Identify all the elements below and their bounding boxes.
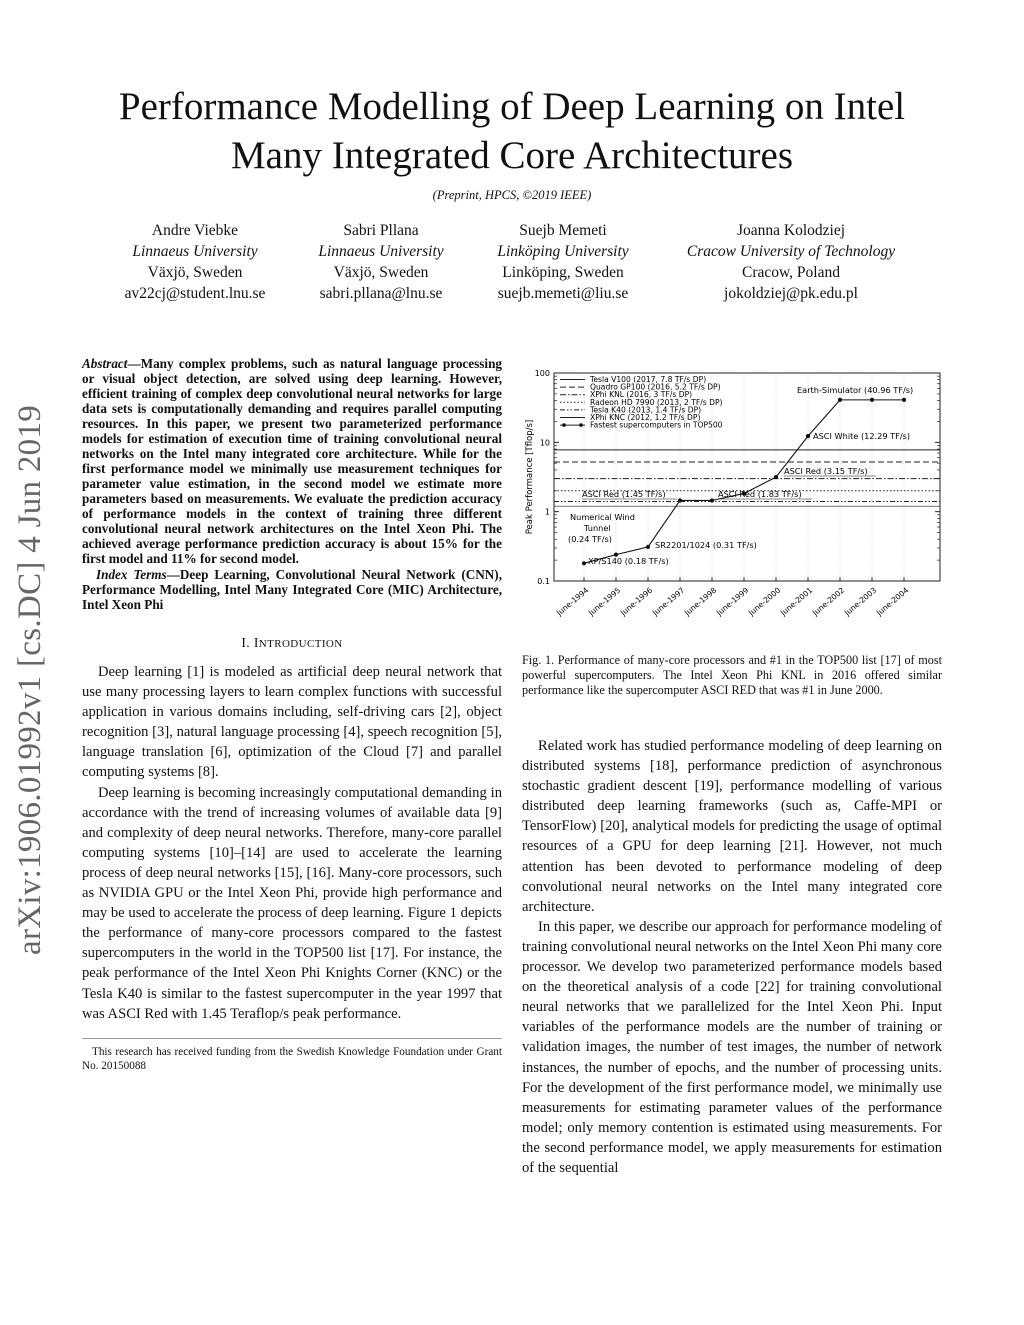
annotation-label: XP/S140 (0.18 TF/s) — [588, 556, 669, 566]
author-name: Sabri Pllana — [343, 222, 419, 239]
x-tick-label: June-2003 — [842, 585, 879, 618]
x-tick-label: June-2004 — [874, 585, 911, 618]
y-tick-label: 1 — [544, 507, 550, 517]
annotation-label: ASCI White (12.29 TF/s) — [813, 431, 911, 441]
figure-caption: Fig. 1. Performance of many-core processors and #1 in the TOP500 list [17] of most powerful supercomputers. The Intel Xeon Phi KNL in 2016 offered similar performance like the supercomputer ASCI RED that was #1 in June 2000. — [522, 653, 942, 697]
annotation-label: Numerical Wind — [570, 512, 635, 522]
author-name: Suejb Memeti — [519, 222, 607, 239]
approach-paragraph: In this paper, we describe our approach for performance modeling of training convolutional neural networks on the Intel Xeon Phi many core processor. We develop two parameterized performance models based on the theoretical analysis of a code [22] for training convolutional neural networks that we parallelized for the Intel Xeon Phi. Input variables of the performance models are the number of training or validation images, the number of test images, the number of network instances, the number of epochs, and the number of processing units. For the development of the first performance model, we minimally use measurements for estimating parameter values of the performance model; only memory contention is estimated using measurements. For the second performance model, we apply measurements for estimation of the sequential — [522, 918, 942, 1176]
annotation-label: SR2201/1024 (0.31 TF/s) — [655, 540, 757, 550]
y-tick-label: 100 — [534, 369, 550, 378]
legend-marker — [579, 423, 583, 427]
x-tick-label: June-1996 — [618, 585, 655, 618]
intro-paragraph-1: Deep learning [1] is modeled as artificial deep neural network that use many processing layers to learn complex functions with successful application in various domains including, self-driving cars [2], object recognition [3], natural language processing [4], speech recognition [5], language translation [6], optimization of the Cloud [7] and parallel computing systems [8]. — [82, 664, 502, 781]
author-email: sabri.pllana@lnu.se — [319, 285, 443, 302]
legend-label: XPhi KNL (2016, 3 TF/s DP) — [590, 390, 693, 400]
author-location: Växjö, Sweden — [147, 264, 243, 281]
x-tick-label: June-2001 — [778, 585, 815, 618]
right-column — [522, 355, 942, 1178]
annotation-label: ASCI Red (1.45 TF/s) — [582, 489, 666, 499]
index-terms-label: Index Terms — [96, 567, 167, 582]
paper-title — [60, 82, 964, 180]
author-block-4 — [666, 220, 916, 304]
index-terms-text: —Deep Learning, Convolutional Neural Network (CNN), Performance Modelling, Intel Many Integrated Core (MIC) Architecture, Intel Xeon Phi — [82, 567, 502, 612]
author-location: Cracow, Poland — [741, 264, 840, 281]
series-point — [582, 561, 586, 565]
index-terms — [82, 567, 502, 612]
title-line-1: Performance Modelling of Deep Learning on Intel — [118, 85, 906, 128]
annotation-label: ASCI Red (3.15 TF/s) — [784, 466, 868, 476]
annotation-label: ASCI Red (1.83 TF/s) — [718, 489, 802, 499]
x-tick-label: June-1994 — [554, 585, 591, 618]
x-tick-label: June-2000 — [746, 585, 783, 618]
series-point — [710, 498, 714, 502]
legend-label: Quadro GP100 (2016, 5.2 TF/s DP) — [590, 382, 721, 392]
y-tick-label: 0.1 — [537, 577, 550, 586]
section-number: I. — [241, 635, 251, 650]
abstract — [82, 356, 502, 566]
series-point — [774, 475, 778, 479]
author-email: jokoldziej@pk.edu.pl — [724, 285, 858, 302]
section-heading-introduction — [82, 635, 502, 651]
legend-marker — [562, 423, 566, 427]
series-point — [806, 434, 810, 438]
x-tick-label: June-2002 — [810, 585, 847, 618]
series-point — [902, 398, 906, 402]
y-axis-label: Peak Performance [Tflop/s] — [525, 419, 535, 535]
author-name: Joanna Kolodziej — [736, 222, 846, 239]
x-tick-label: June-1995 — [586, 585, 623, 618]
section-title-rest: NTRODUCTION — [258, 638, 343, 650]
annotation-label: (0.24 TF/s) — [568, 534, 612, 544]
y-tick-label: 10 — [539, 438, 550, 448]
author-email: suejb.memeti@liu.se — [497, 285, 629, 302]
intro-paragraph-2: Deep learning is becoming increasingly computational demanding in accordance with the trend of increasing volumes of available data [9] and complexity of deep neural networks. Therefore, many-core parallel computing systems [10]–[14] are used to accelerate the learning process of deep neural networks [15], [16]. Many-core processors, such as NVIDIA GPU or the Intel Xeon Phi, provide high performance and may be used to accelerate the process of deep learning. Figure 1 depicts the performance of many-core processors compared to the fastest supercomputers in the world in the TOP500 list [17]. For instance, the peak performance of the Intel Xeon Phi Knights Corner (KNC) or the Tesla K40 is similar to the fastest supercomputer in the year 1997 that was ASCI Red with 1.45 Teraflop/s peak performance. — [82, 784, 502, 1022]
author-block-3 — [448, 220, 678, 304]
footnote-rule — [82, 1038, 502, 1039]
author-affiliation: Linnaeus University — [318, 243, 444, 260]
legend-label: Fastest supercomputers in TOP500 — [590, 420, 723, 430]
series-point — [678, 498, 682, 502]
x-axis-ticks — [554, 577, 910, 618]
related-work-paragraph: Related work has studied performance modeling of deep learning on distributed systems [18], performance prediction of asynchronous stochastic gradient descent [19], performance modelling of various distributed deep learning frameworks (such as, Caffe-MPI or TensorFlow) [20], analytical models for predicting the usage of optimal resources of a GPU for deep learning [21]. However, not much attention has been devoted to performance modeling of deep convolutional neural networks on the Intel many integrated core architecture. — [522, 738, 942, 915]
author-name: Andre Viebke — [151, 222, 239, 239]
legend-label: Tesla V100 (2017, 7.8 TF/s DP) — [590, 375, 707, 384]
funding-footnote: This research has received funding from the Swedish Knowledge Foundation under Grant No. 20150088 — [82, 1045, 502, 1072]
legend-label: XPhi KNC (2012, 1.2 TF/s DP) — [590, 413, 701, 422]
author-location: Växjö, Sweden — [333, 264, 429, 281]
annotation-label: Tunnel — [584, 523, 611, 533]
author-affiliation: Cracow University of Technology — [686, 243, 896, 260]
series-point — [646, 545, 650, 549]
series-point — [838, 398, 842, 402]
annotation-label: Earth-Simulator (40.96 TF/s) — [797, 385, 914, 395]
title-line-2: Many Integrated Core Architectures — [230, 134, 794, 177]
x-tick-label: June-1998 — [682, 585, 719, 618]
legend-label: Radeon HD 7990 (2013, 2 TF/s DP) — [590, 397, 723, 407]
series-point — [870, 398, 874, 402]
abstract-label: Abstract — [82, 356, 128, 371]
abstract-text: —Many complex problems, such as natural language processing or visual object detection, are solved using deep learning. However, efficient training of complex deep convolutional neural networks for large data sets is computationally demanding and requires parallel computing resources. In this paper, we present two parameterized performance models for estimation of execution time of training convolutional neural networks on the Intel many integrated core architecture. While for the first performance model we minimally use measurement techniques for parameter value estimation, in the second model we estimate more parameters based on measurements. We evaluate the prediction accuracy of performance models in the context of training three different convolutional neural network architectures on the Intel Xeon Phi. The achieved average performance prediction accuracy is about 15% for the first model and 11% for second model. — [82, 356, 502, 566]
performance-chart — [522, 355, 942, 640]
left-column — [82, 356, 502, 1073]
arxiv-identifier: arXiv:1906.01992v1 [cs.DC] 4 Jun 2019 — [12, 404, 48, 955]
author-affiliation: Linnaeus University — [132, 243, 258, 260]
legend — [560, 375, 723, 430]
x-tick-label: June-1997 — [650, 585, 687, 618]
author-email: av22cj@student.lnu.se — [124, 285, 266, 302]
author-affiliation: Linköping University — [497, 243, 629, 260]
section-title-initial: I — [253, 635, 259, 650]
x-tick-label: June-1999 — [714, 585, 751, 618]
author-location: Linköping, Sweden — [502, 264, 624, 281]
preprint-note: (Preprint, HPCS, ©2019 IEEE) — [432, 188, 592, 202]
legend-label: Tesla K40 (2013, 1.4 TF/s DP) — [590, 405, 702, 415]
